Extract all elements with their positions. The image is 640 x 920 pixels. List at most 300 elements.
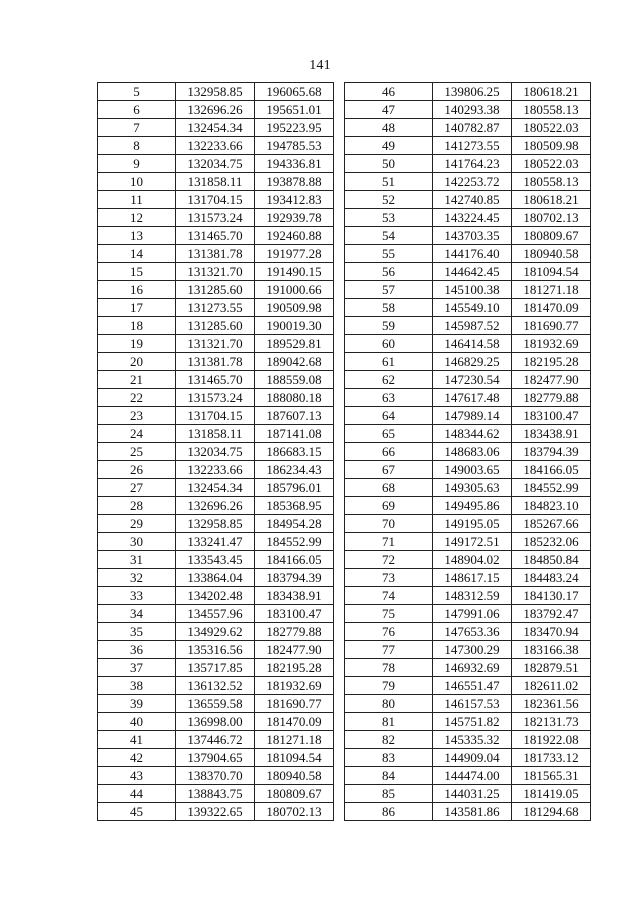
table-row — [98, 623, 334, 641]
x-coordinate-cell: 132034.75 — [176, 155, 255, 173]
y-coordinate-cell: 181932.69 — [255, 677, 334, 695]
point-number-cell: 30 — [98, 533, 176, 551]
table-row — [98, 479, 334, 497]
point-number-cell: 47 — [345, 101, 433, 119]
table-row — [345, 101, 591, 119]
table-row — [98, 551, 334, 569]
point-number-cell: 67 — [345, 461, 433, 479]
x-coordinate-cell: 141764.23 — [433, 155, 512, 173]
x-coordinate-cell: 143703.35 — [433, 227, 512, 245]
point-number-cell: 7 — [98, 119, 176, 137]
y-coordinate-cell: 184954.28 — [255, 515, 334, 533]
point-number-cell: 73 — [345, 569, 433, 587]
y-coordinate-cell: 181690.77 — [512, 317, 591, 335]
y-coordinate-cell: 191977.28 — [255, 245, 334, 263]
x-coordinate-cell: 149305.63 — [433, 479, 512, 497]
y-coordinate-cell: 192460.88 — [255, 227, 334, 245]
table-row — [345, 677, 591, 695]
point-number-cell: 59 — [345, 317, 433, 335]
x-coordinate-cell: 149495.86 — [433, 497, 512, 515]
x-coordinate-cell: 149172.51 — [433, 533, 512, 551]
y-coordinate-cell: 183438.91 — [255, 587, 334, 605]
table-row — [98, 119, 334, 137]
x-coordinate-cell: 147989.14 — [433, 407, 512, 425]
point-number-cell: 35 — [98, 623, 176, 641]
y-coordinate-cell: 184130.17 — [512, 587, 591, 605]
point-number-cell: 32 — [98, 569, 176, 587]
x-coordinate-cell: 141273.55 — [433, 137, 512, 155]
y-coordinate-cell: 188559.08 — [255, 371, 334, 389]
table-row — [98, 335, 334, 353]
x-coordinate-cell: 149195.05 — [433, 515, 512, 533]
x-coordinate-cell: 134557.96 — [176, 605, 255, 623]
y-coordinate-cell: 185267.66 — [512, 515, 591, 533]
table-row — [98, 227, 334, 245]
x-coordinate-cell: 148617.15 — [433, 569, 512, 587]
y-coordinate-cell: 182131.73 — [512, 713, 591, 731]
table-row — [98, 353, 334, 371]
y-coordinate-cell: 183792.47 — [512, 605, 591, 623]
y-coordinate-cell: 184823.10 — [512, 497, 591, 515]
table-row — [345, 83, 591, 101]
y-coordinate-cell: 183794.39 — [255, 569, 334, 587]
point-number-cell: 54 — [345, 227, 433, 245]
point-number-cell: 68 — [345, 479, 433, 497]
x-coordinate-cell: 131704.15 — [176, 191, 255, 209]
x-coordinate-cell: 135717.85 — [176, 659, 255, 677]
y-coordinate-cell: 190019.30 — [255, 317, 334, 335]
point-number-cell: 14 — [98, 245, 176, 263]
table-row — [345, 533, 591, 551]
y-coordinate-cell: 182195.28 — [255, 659, 334, 677]
point-number-cell: 74 — [345, 587, 433, 605]
table-row — [345, 137, 591, 155]
point-number-cell: 27 — [98, 479, 176, 497]
x-coordinate-cell: 137904.65 — [176, 749, 255, 767]
table-row — [345, 353, 591, 371]
table-row — [98, 587, 334, 605]
y-coordinate-cell: 182779.88 — [512, 389, 591, 407]
y-coordinate-cell: 196065.68 — [255, 83, 334, 101]
point-number-cell: 29 — [98, 515, 176, 533]
table-row — [345, 209, 591, 227]
point-number-cell: 50 — [345, 155, 433, 173]
table-row — [98, 155, 334, 173]
table-row — [98, 785, 334, 803]
x-coordinate-cell: 147617.48 — [433, 389, 512, 407]
table-row — [345, 425, 591, 443]
y-coordinate-cell: 183166.38 — [512, 641, 591, 659]
y-coordinate-cell: 181419.05 — [512, 785, 591, 803]
x-coordinate-cell: 133864.04 — [176, 569, 255, 587]
point-number-cell: 12 — [98, 209, 176, 227]
table-row — [345, 317, 591, 335]
y-coordinate-cell: 181094.54 — [255, 749, 334, 767]
point-number-cell: 52 — [345, 191, 433, 209]
point-number-cell: 85 — [345, 785, 433, 803]
table-row — [98, 425, 334, 443]
x-coordinate-cell: 131285.60 — [176, 281, 255, 299]
x-coordinate-cell: 131465.70 — [176, 371, 255, 389]
y-coordinate-cell: 180618.21 — [512, 83, 591, 101]
point-number-cell: 62 — [345, 371, 433, 389]
table-row — [345, 389, 591, 407]
y-coordinate-cell: 180618.21 — [512, 191, 591, 209]
y-coordinate-cell: 185796.01 — [255, 479, 334, 497]
table-row — [345, 497, 591, 515]
x-coordinate-cell: 133543.45 — [176, 551, 255, 569]
y-coordinate-cell: 183794.39 — [512, 443, 591, 461]
y-coordinate-cell: 184552.99 — [512, 479, 591, 497]
table-row — [345, 335, 591, 353]
x-coordinate-cell: 144909.04 — [433, 749, 512, 767]
x-coordinate-cell: 138843.75 — [176, 785, 255, 803]
x-coordinate-cell: 131858.11 — [176, 173, 255, 191]
table-row — [345, 119, 591, 137]
x-coordinate-cell: 140782.87 — [433, 119, 512, 137]
point-number-cell: 71 — [345, 533, 433, 551]
point-number-cell: 44 — [98, 785, 176, 803]
y-coordinate-cell: 184552.99 — [255, 533, 334, 551]
point-number-cell: 16 — [98, 281, 176, 299]
point-number-cell: 58 — [345, 299, 433, 317]
y-coordinate-cell: 191490.15 — [255, 263, 334, 281]
point-number-cell: 40 — [98, 713, 176, 731]
y-coordinate-cell: 181922.08 — [512, 731, 591, 749]
x-coordinate-cell: 145335.32 — [433, 731, 512, 749]
x-coordinate-cell: 147991.06 — [433, 605, 512, 623]
table-row — [345, 641, 591, 659]
point-number-cell: 10 — [98, 173, 176, 191]
y-coordinate-cell: 191000.66 — [255, 281, 334, 299]
x-coordinate-cell: 147230.54 — [433, 371, 512, 389]
table-row — [345, 695, 591, 713]
x-coordinate-cell: 135316.56 — [176, 641, 255, 659]
y-coordinate-cell: 195651.01 — [255, 101, 334, 119]
table-row — [98, 569, 334, 587]
point-number-cell: 63 — [345, 389, 433, 407]
x-coordinate-cell: 134202.48 — [176, 587, 255, 605]
table-row — [345, 281, 591, 299]
y-coordinate-cell: 182477.90 — [512, 371, 591, 389]
y-coordinate-cell: 183100.47 — [512, 407, 591, 425]
point-number-cell: 31 — [98, 551, 176, 569]
x-coordinate-cell: 131704.15 — [176, 407, 255, 425]
x-coordinate-cell: 131321.70 — [176, 335, 255, 353]
point-number-cell: 66 — [345, 443, 433, 461]
point-number-cell: 86 — [345, 803, 433, 821]
x-coordinate-cell: 132233.66 — [176, 461, 255, 479]
y-coordinate-cell: 190509.98 — [255, 299, 334, 317]
point-number-cell: 83 — [345, 749, 433, 767]
x-coordinate-cell: 146932.69 — [433, 659, 512, 677]
point-number-cell: 36 — [98, 641, 176, 659]
x-coordinate-cell: 136559.58 — [176, 695, 255, 713]
table-row — [98, 137, 334, 155]
table-row — [98, 371, 334, 389]
point-number-cell: 82 — [345, 731, 433, 749]
y-coordinate-cell: 185368.95 — [255, 497, 334, 515]
point-number-cell: 78 — [345, 659, 433, 677]
table-row — [345, 515, 591, 533]
y-coordinate-cell: 181294.68 — [512, 803, 591, 821]
point-number-cell: 33 — [98, 587, 176, 605]
y-coordinate-cell: 183438.91 — [512, 425, 591, 443]
point-number-cell: 8 — [98, 137, 176, 155]
y-coordinate-cell: 180558.13 — [512, 173, 591, 191]
table-row — [98, 677, 334, 695]
point-number-cell: 43 — [98, 767, 176, 785]
point-number-cell: 24 — [98, 425, 176, 443]
table-row — [98, 713, 334, 731]
x-coordinate-cell: 146551.47 — [433, 677, 512, 695]
point-number-cell: 42 — [98, 749, 176, 767]
y-coordinate-cell: 189529.81 — [255, 335, 334, 353]
table-row — [98, 263, 334, 281]
point-number-cell: 39 — [98, 695, 176, 713]
x-coordinate-cell: 131273.55 — [176, 299, 255, 317]
table-row — [98, 443, 334, 461]
table-row — [345, 299, 591, 317]
y-coordinate-cell: 195223.95 — [255, 119, 334, 137]
table-row — [345, 263, 591, 281]
table-row — [98, 533, 334, 551]
point-number-cell: 38 — [98, 677, 176, 695]
x-coordinate-cell: 132696.26 — [176, 101, 255, 119]
y-coordinate-cell: 182611.02 — [512, 677, 591, 695]
y-coordinate-cell: 180522.03 — [512, 119, 591, 137]
point-number-cell: 19 — [98, 335, 176, 353]
point-number-cell: 76 — [345, 623, 433, 641]
y-coordinate-cell: 189042.68 — [255, 353, 334, 371]
coordinate-table-right — [344, 82, 591, 821]
table-row — [98, 515, 334, 533]
x-coordinate-cell: 144176.40 — [433, 245, 512, 263]
table-row — [345, 767, 591, 785]
point-number-cell: 41 — [98, 731, 176, 749]
y-coordinate-cell: 180509.98 — [512, 137, 591, 155]
table-row — [345, 587, 591, 605]
coordinate-table-left — [97, 82, 334, 821]
y-coordinate-cell: 184166.05 — [255, 551, 334, 569]
y-coordinate-cell: 182477.90 — [255, 641, 334, 659]
y-coordinate-cell: 181470.09 — [255, 713, 334, 731]
x-coordinate-cell: 132454.34 — [176, 119, 255, 137]
table-row — [345, 371, 591, 389]
x-coordinate-cell: 143224.45 — [433, 209, 512, 227]
x-coordinate-cell: 148344.62 — [433, 425, 512, 443]
table-row — [345, 155, 591, 173]
x-coordinate-cell: 146829.25 — [433, 353, 512, 371]
y-coordinate-cell: 186683.15 — [255, 443, 334, 461]
point-number-cell: 70 — [345, 515, 433, 533]
y-coordinate-cell: 194785.53 — [255, 137, 334, 155]
point-number-cell: 37 — [98, 659, 176, 677]
table-row — [345, 731, 591, 749]
x-coordinate-cell: 146157.53 — [433, 695, 512, 713]
x-coordinate-cell: 144642.45 — [433, 263, 512, 281]
page-number: 141 — [309, 58, 331, 73]
y-coordinate-cell: 186234.43 — [255, 461, 334, 479]
y-coordinate-cell: 194336.81 — [255, 155, 334, 173]
x-coordinate-cell: 131573.24 — [176, 389, 255, 407]
y-coordinate-cell: 193412.83 — [255, 191, 334, 209]
y-coordinate-cell: 192939.78 — [255, 209, 334, 227]
y-coordinate-cell: 185232.06 — [512, 533, 591, 551]
point-number-cell: 84 — [345, 767, 433, 785]
y-coordinate-cell: 184166.05 — [512, 461, 591, 479]
y-coordinate-cell: 193878.88 — [255, 173, 334, 191]
y-coordinate-cell: 180702.13 — [512, 209, 591, 227]
x-coordinate-cell: 144474.00 — [433, 767, 512, 785]
table-row — [98, 83, 334, 101]
x-coordinate-cell: 132958.85 — [176, 515, 255, 533]
y-coordinate-cell: 182361.56 — [512, 695, 591, 713]
x-coordinate-cell: 149003.65 — [433, 461, 512, 479]
table-row — [345, 623, 591, 641]
y-coordinate-cell: 180940.58 — [255, 767, 334, 785]
point-number-cell: 72 — [345, 551, 433, 569]
table-row — [345, 227, 591, 245]
x-coordinate-cell: 145751.82 — [433, 713, 512, 731]
table-row — [98, 281, 334, 299]
table-row — [98, 497, 334, 515]
point-number-cell: 64 — [345, 407, 433, 425]
point-number-cell: 46 — [345, 83, 433, 101]
point-number-cell: 34 — [98, 605, 176, 623]
x-coordinate-cell: 148312.59 — [433, 587, 512, 605]
table-row — [345, 713, 591, 731]
table-row — [98, 641, 334, 659]
table-row — [98, 191, 334, 209]
y-coordinate-cell: 181271.18 — [512, 281, 591, 299]
x-coordinate-cell: 139322.65 — [176, 803, 255, 821]
x-coordinate-cell: 146414.58 — [433, 335, 512, 353]
table-row — [345, 785, 591, 803]
table-row — [98, 407, 334, 425]
point-number-cell: 17 — [98, 299, 176, 317]
y-coordinate-cell: 188080.18 — [255, 389, 334, 407]
x-coordinate-cell: 148683.06 — [433, 443, 512, 461]
x-coordinate-cell: 132958.85 — [176, 83, 255, 101]
point-number-cell: 28 — [98, 497, 176, 515]
x-coordinate-cell: 136132.52 — [176, 677, 255, 695]
y-coordinate-cell: 181733.12 — [512, 749, 591, 767]
table-row — [345, 173, 591, 191]
point-number-cell: 23 — [98, 407, 176, 425]
x-coordinate-cell: 132034.75 — [176, 443, 255, 461]
table-row — [345, 659, 591, 677]
x-coordinate-cell: 145549.10 — [433, 299, 512, 317]
y-coordinate-cell: 187607.13 — [255, 407, 334, 425]
table-row — [345, 245, 591, 263]
point-number-cell: 18 — [98, 317, 176, 335]
x-coordinate-cell: 137446.72 — [176, 731, 255, 749]
y-coordinate-cell: 180809.67 — [255, 785, 334, 803]
table-row — [98, 245, 334, 263]
y-coordinate-cell: 180558.13 — [512, 101, 591, 119]
table-row — [98, 749, 334, 767]
table-row — [98, 803, 334, 821]
y-coordinate-cell: 180702.13 — [255, 803, 334, 821]
y-coordinate-cell: 181271.18 — [255, 731, 334, 749]
point-number-cell: 20 — [98, 353, 176, 371]
point-number-cell: 11 — [98, 191, 176, 209]
table-row — [345, 803, 591, 821]
y-coordinate-cell: 182779.88 — [255, 623, 334, 641]
x-coordinate-cell: 142740.85 — [433, 191, 512, 209]
table-row — [98, 173, 334, 191]
table-row — [345, 569, 591, 587]
point-number-cell: 22 — [98, 389, 176, 407]
point-number-cell: 5 — [98, 83, 176, 101]
point-number-cell: 80 — [345, 695, 433, 713]
y-coordinate-cell: 181690.77 — [255, 695, 334, 713]
point-number-cell: 49 — [345, 137, 433, 155]
x-coordinate-cell: 144031.25 — [433, 785, 512, 803]
x-coordinate-cell: 131465.70 — [176, 227, 255, 245]
x-coordinate-cell: 145987.52 — [433, 317, 512, 335]
x-coordinate-cell: 131381.78 — [176, 245, 255, 263]
point-number-cell: 15 — [98, 263, 176, 281]
point-number-cell: 65 — [345, 425, 433, 443]
table-row — [345, 407, 591, 425]
y-coordinate-cell: 183100.47 — [255, 605, 334, 623]
point-number-cell: 69 — [345, 497, 433, 515]
y-coordinate-cell: 184850.84 — [512, 551, 591, 569]
y-coordinate-cell: 182879.51 — [512, 659, 591, 677]
x-coordinate-cell: 131321.70 — [176, 263, 255, 281]
table-row — [345, 461, 591, 479]
table-row — [98, 317, 334, 335]
table-row — [345, 749, 591, 767]
y-coordinate-cell: 181470.09 — [512, 299, 591, 317]
x-coordinate-cell: 131573.24 — [176, 209, 255, 227]
point-number-cell: 53 — [345, 209, 433, 227]
x-coordinate-cell: 134929.62 — [176, 623, 255, 641]
table-row — [345, 551, 591, 569]
x-coordinate-cell: 133241.47 — [176, 533, 255, 551]
y-coordinate-cell: 182195.28 — [512, 353, 591, 371]
point-number-cell: 56 — [345, 263, 433, 281]
x-coordinate-cell: 132454.34 — [176, 479, 255, 497]
y-coordinate-cell: 184483.24 — [512, 569, 591, 587]
x-coordinate-cell: 143581.86 — [433, 803, 512, 821]
table-row — [98, 605, 334, 623]
table-row — [98, 659, 334, 677]
point-number-cell: 60 — [345, 335, 433, 353]
table-row — [345, 605, 591, 623]
point-number-cell: 57 — [345, 281, 433, 299]
y-coordinate-cell: 181932.69 — [512, 335, 591, 353]
y-coordinate-cell: 180522.03 — [512, 155, 591, 173]
point-number-cell: 9 — [98, 155, 176, 173]
y-coordinate-cell: 181094.54 — [512, 263, 591, 281]
table-row — [98, 209, 334, 227]
x-coordinate-cell: 136998.00 — [176, 713, 255, 731]
point-number-cell: 61 — [345, 353, 433, 371]
table-row — [98, 299, 334, 317]
x-coordinate-cell: 147653.36 — [433, 623, 512, 641]
point-number-cell: 6 — [98, 101, 176, 119]
x-coordinate-cell: 145100.38 — [433, 281, 512, 299]
table-row — [98, 731, 334, 749]
x-coordinate-cell: 147300.29 — [433, 641, 512, 659]
y-coordinate-cell: 181565.31 — [512, 767, 591, 785]
y-coordinate-cell: 180809.67 — [512, 227, 591, 245]
table-row — [345, 443, 591, 461]
x-coordinate-cell: 142253.72 — [433, 173, 512, 191]
